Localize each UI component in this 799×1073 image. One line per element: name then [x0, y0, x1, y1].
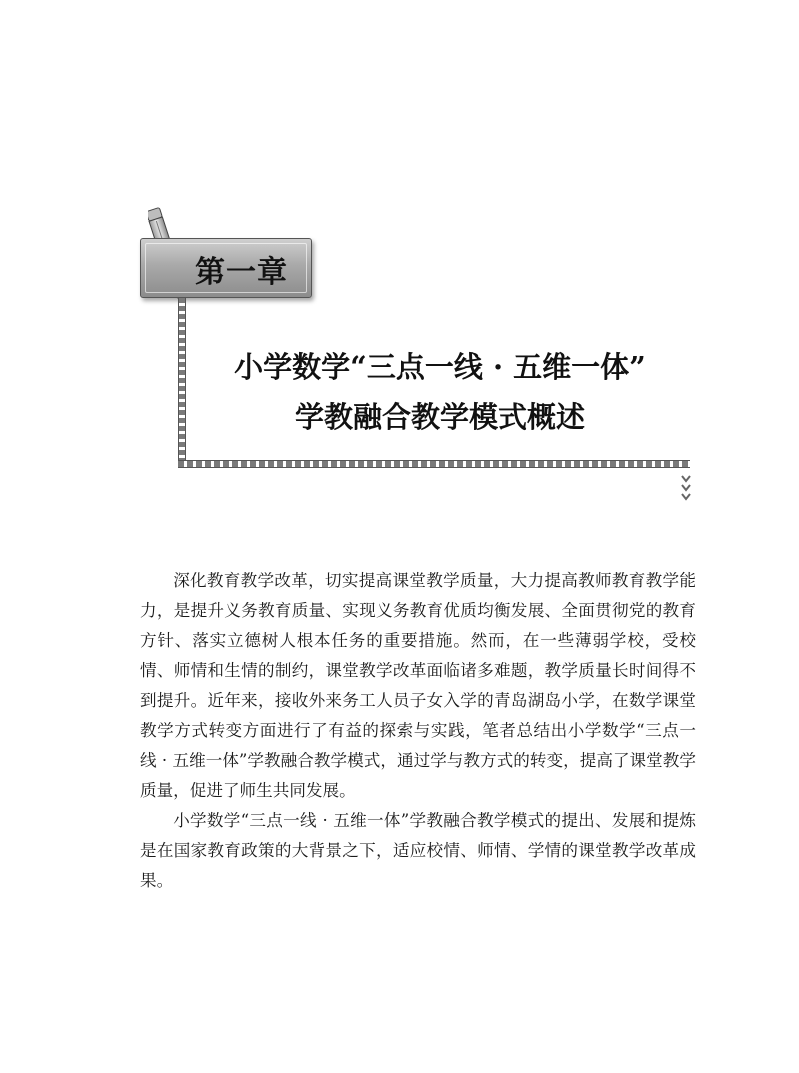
dashed-rail-vertical	[178, 298, 186, 468]
chapter-title-line-1: 小学数学“三点一线 · 五维一体”	[234, 350, 646, 384]
chapter-title-line-2: 学教融合教学模式概述	[294, 400, 585, 434]
body-text	[140, 566, 696, 896]
chapter-title	[190, 342, 690, 442]
chapter-tab	[140, 238, 312, 298]
paragraph: 深化教育教学改革，切实提高课堂教学质量，大力提高教师教育教学能力，是提升义务教育质量、实现义务教育优质均衡发展、全面贯彻党的教育方针、落实立德树人根本任务的重要措施。然而，在一些薄弱学校，受校情、师情和生情的制约，课堂教学改革面临诸多难题，教学质量长时间得不到提升。近年来，接收外来务工人员子女入学的青岛湖岛小学，在数学课堂教学方式转变方面进行了有益的探索与实践，笔者总结出小学数学“三点一线 · 五维一体”学教融合教学模式，通过学与教方式的转变，提高了课堂教学质量，促进了师生共同发展。	[140, 571, 696, 800]
paragraph: 小学数学“三点一线 · 五维一体”学教融合教学模式的提出、发展和提炼是在国家教育政策的大背景之下，适应校情、师情、学情的课堂教学改革成果。	[140, 811, 696, 890]
dashed-rail-horizontal	[178, 460, 690, 468]
chapter-label: 第一章	[195, 255, 288, 290]
chevrons-down-icon	[679, 470, 693, 504]
